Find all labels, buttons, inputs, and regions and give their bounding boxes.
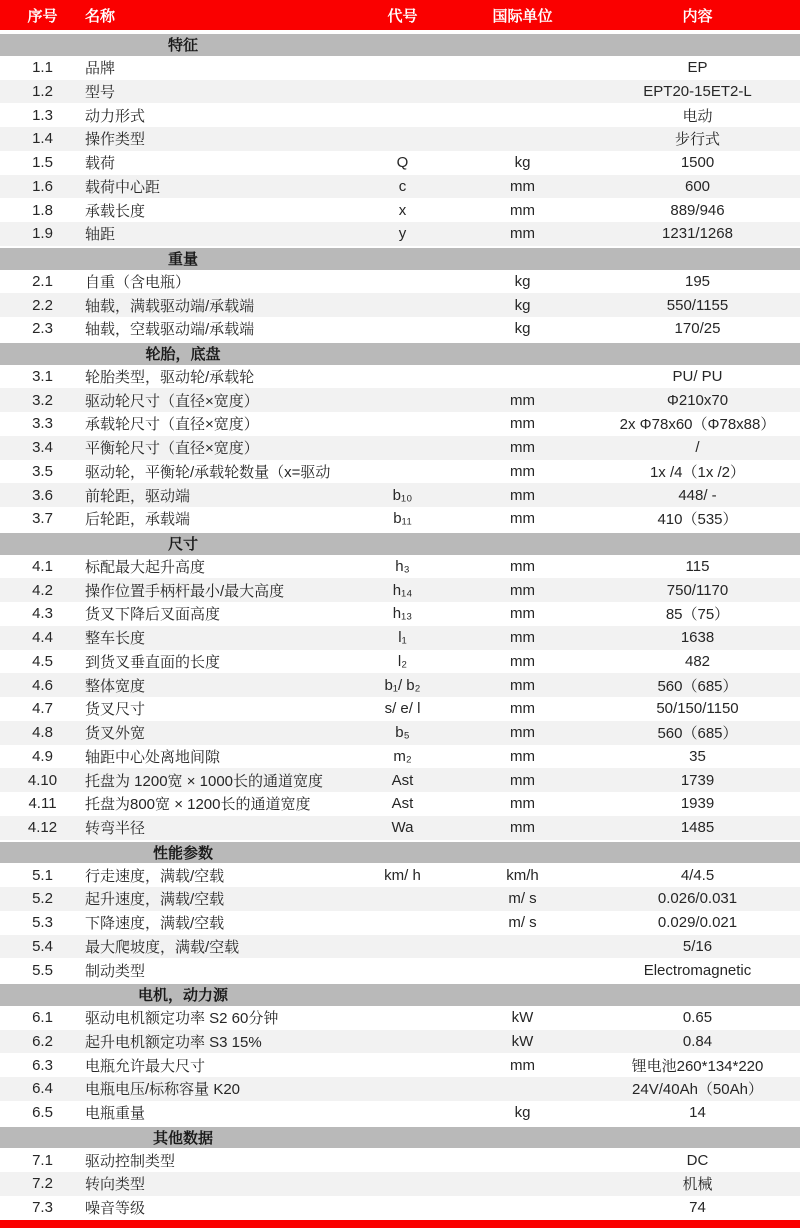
row-name: 托盘为 1200宽 × 1000长的通道宽度 [85,772,324,790]
row-name: 载荷中心距 [85,178,161,196]
row-name: 整体宽度 [85,677,146,695]
row-no: 3.4 [32,439,53,457]
row-unit: m/ s [508,890,537,908]
row-no: 1.1 [32,59,53,77]
table-row [0,1006,800,1030]
table-row [0,673,800,697]
row-name: 型号 [85,83,116,101]
table-row [0,768,800,792]
row-value: 750/1170 [666,581,729,599]
row-no: 7.2 [32,1175,53,1193]
row-unit: mm [510,462,535,480]
row-unit: m/ s [508,914,537,932]
row-value: 600 [684,177,711,195]
row-unit: mm [510,605,535,623]
row-code: km/ h [384,866,421,884]
row-code: Wa [391,819,414,837]
table-row [0,1101,800,1125]
table-row [0,911,800,935]
row-name: 标配最大起升高度 [85,558,206,576]
row-no: 1.8 [32,201,53,219]
row-value: 电动 [682,107,713,125]
row-value: 0.029/0.021 [657,914,738,932]
row-name: 制动类型 [85,962,146,980]
row-value: 560（685） [657,725,738,743]
row-code: y [398,225,407,243]
row-code: l₂ [397,652,408,670]
row-value: 448/ - [678,486,717,504]
row-name: 货叉尺寸 [85,701,146,719]
row-name: 电瓶允许最大尺寸 [85,1057,206,1075]
row-no: 2.1 [32,272,53,290]
row-unit: mm [510,724,535,742]
row-no: 5.2 [32,890,53,908]
row-value: 1739 [680,771,715,789]
table-row [0,317,800,341]
row-name: 驱动轮，平衡轮/承载轮数量（x=驱动 [85,463,331,481]
row-value: 0.65 [682,1009,713,1027]
table-row [0,412,800,436]
row-code: m₂ [393,747,412,765]
table-row [0,816,800,840]
row-value: 85（75） [665,606,730,624]
row-name: 转向类型 [85,1176,146,1194]
row-no: 7.1 [32,1151,53,1169]
col-header-no: 序号 [27,7,58,25]
row-no: 5.1 [32,866,53,884]
section-header-row [0,531,800,555]
row-name: 操作位置手柄杆最小/最大高度 [85,582,285,600]
row-no: 4.3 [32,605,53,623]
row-unit: mm [510,1056,535,1074]
row-unit: mm [510,486,535,504]
row-unit: mm [510,201,535,219]
row-no: 4.10 [27,771,58,789]
row-name: 承载轮尺寸（直径×宽度） [85,416,259,434]
row-name: 驱动电机额定功率 S2 60分钟 [85,1010,279,1028]
row-no: 4.5 [32,652,53,670]
row-name: 轴距 [85,226,116,244]
table-row [0,388,800,412]
row-value: 50/150/1150 [656,700,739,718]
row-unit: mm [510,771,535,789]
row-value: 24V/40Ah（50Ah） [632,1081,763,1099]
col-header-content: 内容 [682,7,713,25]
row-no: 1.2 [32,82,53,100]
row-unit: kW [511,1009,534,1027]
row-name: 承载长度 [85,202,146,220]
row-code: h₁₄ [392,581,413,599]
row-name: 载荷 [85,155,116,173]
row-value: 步行式 [674,131,720,149]
section-header-row [0,982,800,1006]
section-title: 重量 [167,251,198,269]
row-no: 4.2 [32,581,53,599]
table-row [0,626,800,650]
row-no: 1.5 [32,154,53,172]
table-row [0,887,800,911]
row-value: 550/1155 [666,296,729,314]
row-no: 4.12 [27,819,58,837]
table-row [0,222,800,246]
row-name: 前轮距，驱动端 [85,487,191,505]
row-value: 482 [684,652,711,670]
table-row [0,650,800,674]
row-value: EPT20-15ET2-L [643,82,752,100]
row-unit: kg [514,154,531,172]
row-unit: mm [510,177,535,195]
row-name: 下降速度，满载/空载 [85,915,225,933]
row-value: 195 [684,272,711,290]
row-unit: mm [510,747,535,765]
table-row [0,507,800,531]
row-name: 货叉外宽 [85,725,146,743]
row-no: 1.6 [32,177,53,195]
col-header-name: 名称 [85,7,116,25]
table-row [0,365,800,389]
section-title: 电机，动力源 [137,987,228,1005]
bottom-red-bar [0,1220,800,1228]
row-no: 4.9 [32,747,53,765]
table-row [0,1030,800,1054]
row-no: 6.3 [32,1056,53,1074]
row-value: 170/25 [674,320,721,338]
row-value: 机械 [682,1176,713,1194]
row-unit: mm [510,652,535,670]
table-body [0,32,800,1220]
row-unit: mm [510,700,535,718]
row-name: 驱动控制类型 [85,1152,176,1170]
row-name: 货叉下降后叉面高度 [85,606,221,624]
row-no: 5.4 [32,937,53,955]
table-row [0,602,800,626]
row-name: 后轮距，承载端 [85,511,191,529]
row-value: / [695,439,700,457]
table-row [0,578,800,602]
row-no: 1.4 [32,130,53,148]
table-row [0,270,800,294]
row-unit: mm [510,581,535,599]
row-no: 3.5 [32,462,53,480]
row-value: 115 [685,557,710,575]
row-unit: mm [510,510,535,528]
table-row [0,555,800,579]
row-value: 560（685） [657,677,738,695]
table-row [0,103,800,127]
row-value: 1231/1268 [662,225,733,243]
row-name: 整车长度 [85,630,146,648]
col-header-unit: 国际单位 [492,7,553,25]
row-unit: kg [514,272,531,290]
row-no: 4.11 [28,795,57,813]
table-row [0,56,800,80]
row-no: 4.7 [32,700,53,718]
row-no: 3.1 [32,367,53,385]
row-code: Ast [391,771,414,789]
row-unit: kg [514,320,531,338]
row-code: h₁₃ [392,605,413,623]
row-code: b₁₀ [392,486,413,504]
row-name: 起升速度，满载/空载 [85,891,225,909]
col-header-code: 代号 [387,7,418,25]
row-no: 5.3 [32,914,53,932]
row-no: 3.2 [32,391,53,409]
row-name: 动力形式 [85,107,146,125]
section-title: 轮胎，底盘 [145,346,221,364]
section-title: 特征 [167,37,198,55]
row-value: 2x Φ78x60（Φ78x88） [619,416,776,434]
table-row [0,127,800,151]
row-code: Ast [391,795,414,813]
row-code: h₃ [395,557,410,575]
table-row [0,1148,800,1172]
row-no: 4.6 [32,676,53,694]
table-row [0,958,800,982]
row-value: 1x /4（1x /2） [649,463,746,481]
table-row [0,175,800,199]
row-name: 平衡轮尺寸（直径×宽度） [85,440,259,458]
row-value: 74 [689,1199,706,1217]
row-value: 0.84 [682,1032,713,1050]
row-value: 889/946 [670,201,725,219]
row-unit: mm [510,795,535,813]
table-row [0,198,800,222]
row-name: 到货叉垂直面的长度 [85,653,221,671]
table-row [0,151,800,175]
row-value: 35 [689,747,706,765]
row-unit: kg [514,1104,531,1122]
table-row [0,1172,800,1196]
row-name: 托盘为800宽 × 1200长的通道宽度 [85,796,311,814]
row-name: 轴距中心处离地间隙 [85,748,221,766]
row-name: 转弯半径 [85,820,146,838]
section-header-row [0,840,800,864]
row-code: l₁ [398,629,407,647]
table-row [0,483,800,507]
row-value: 1939 [680,795,715,813]
table-row [0,460,800,484]
row-code: b₁₁ [393,510,412,528]
table-row [0,935,800,959]
row-value: 1485 [680,819,715,837]
section-header-row [0,32,800,56]
row-unit: kW [511,1032,534,1050]
row-name: 噪音等级 [85,1200,146,1218]
row-no: 4.1 [32,557,53,575]
section-header-row [0,341,800,365]
row-no: 1.3 [32,106,53,124]
row-value: 0.026/0.031 [657,890,738,908]
row-code: b₅ [395,724,410,742]
table-row [0,697,800,721]
row-name: 轴载，满载驱动端/承载端 [85,297,255,315]
row-code: c [398,177,407,195]
row-no: 1.9 [32,225,53,243]
section-header-row [0,1125,800,1149]
row-unit: mm [510,391,535,409]
row-no: 3.3 [32,415,53,433]
row-no: 4.4 [32,629,53,647]
row-name: 驱动轮尺寸（直径×宽度） [85,392,259,410]
row-unit: km/h [506,866,539,884]
table-row [0,721,800,745]
row-value: EP [687,59,708,77]
row-name: 电瓶重量 [85,1105,146,1123]
row-no: 6.5 [32,1104,53,1122]
row-name: 操作类型 [85,131,146,149]
section-header-row [0,246,800,270]
table-row [0,1196,800,1220]
row-name: 轮胎类型，驱动轮/承载轮 [85,368,255,386]
row-value: 锂电池260*134*220 [631,1057,764,1075]
table-row [0,80,800,104]
row-value: DC [686,1151,709,1169]
row-unit: mm [510,819,535,837]
row-code: Q [396,154,409,172]
table-header-row [0,0,800,30]
row-name: 起升电机额定功率 S3 15% [85,1033,262,1051]
row-unit: mm [510,629,535,647]
table-row [0,745,800,769]
row-value: 1638 [680,629,715,647]
row-unit: mm [510,557,535,575]
row-code: b₁/ b₂ [384,676,421,694]
row-value: 4/4.5 [680,866,715,884]
table-row [0,792,800,816]
table-row [0,436,800,460]
row-name: 品牌 [85,60,116,78]
row-name: 最大爬坡度，满载/空载 [85,938,240,956]
row-no: 7.3 [32,1199,53,1217]
row-unit: kg [514,296,531,314]
row-no: 6.4 [32,1080,53,1098]
row-no: 3.7 [32,510,53,528]
table-row [0,1053,800,1077]
section-title: 尺寸 [167,536,198,554]
row-no: 6.1 [32,1009,53,1027]
row-name: 行走速度，满载/空载 [85,867,225,885]
row-name: 轴载，空载驱动端/承载端 [85,321,255,339]
row-unit: mm [510,676,535,694]
row-unit: mm [510,439,535,457]
row-value: 410（535） [657,511,738,529]
section-title: 其他数据 [152,1129,213,1147]
row-value: PU/ PU [672,367,723,385]
table-row [0,1077,800,1101]
table-row [0,863,800,887]
row-code: x [398,201,407,219]
section-title: 性能参数 [152,844,213,862]
row-value: Electromagnetic [643,961,752,979]
row-no: 4.8 [32,724,53,742]
row-unit: mm [510,225,535,243]
row-unit: mm [510,415,535,433]
row-no: 3.6 [32,486,53,504]
row-no: 5.5 [32,961,53,979]
table-row [0,293,800,317]
row-no: 6.2 [32,1032,53,1050]
row-name: 电瓶电压/标称容量 K20 [85,1081,241,1099]
row-value: 5/16 [682,937,713,955]
row-value: 1500 [680,154,715,172]
row-no: 2.3 [32,320,53,338]
row-value: Φ210x70 [666,391,729,409]
row-code: s/ e/ l [384,700,421,718]
row-value: 14 [689,1104,706,1122]
row-no: 2.2 [32,296,53,314]
row-name: 自重（含电瓶） [85,273,191,291]
